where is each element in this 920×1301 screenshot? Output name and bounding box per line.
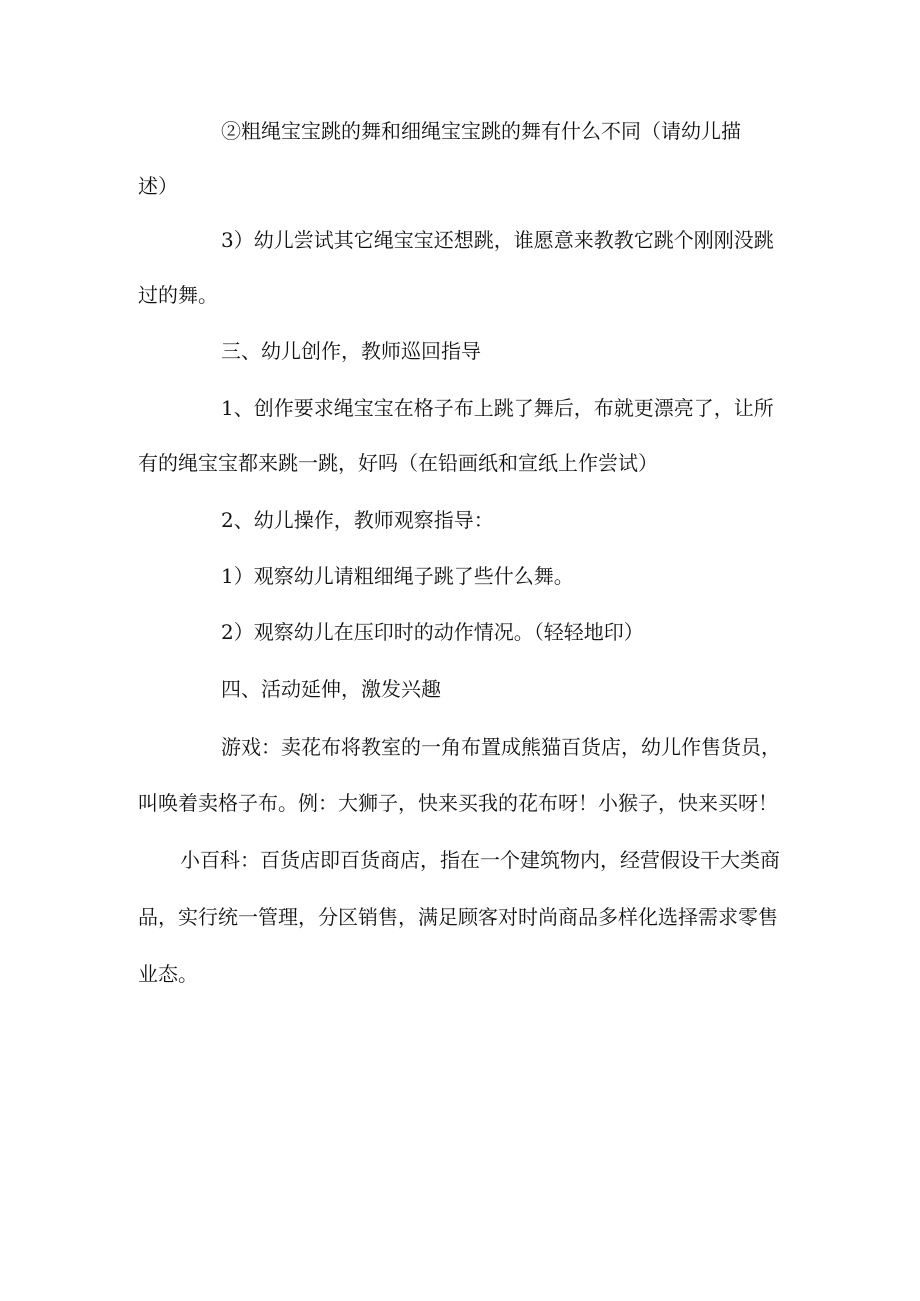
paragraph-line: 小百科：百货店即百货商店，指在一个建筑物内，经营假设干大类商 [180,848,780,872]
paragraph-line: 品，实行统一管理，分区销售，满足顾客对时尚商品多样化选择需求零售 [138,905,778,929]
paragraph-line: 业态。 [138,962,198,986]
paragraph-line: 有的绳宝宝都来跳一跳，好吗（在铅画纸和宣纸上作尝试） [138,451,658,475]
paragraph-line: 过的舞。 [138,283,218,307]
paragraph-line: 1、创作要求绳宝宝在格子布上跳了舞后，布就更漂亮了，让所 [221,396,774,420]
paragraph-line: 游戏：卖花布将教室的一角布置成熊猫百货店，幼儿作售货员， [221,735,781,759]
paragraph-line: 述） [138,174,178,198]
paragraph-line: 2、幼儿操作，教师观察指导： [221,508,494,532]
paragraph-line: 叫唤着卖格子布。例：大狮子，快来买我的花布呀！小猴子，快来买呀！ [138,791,778,815]
paragraph-line: ②粗绳宝宝跳的舞和细绳宝宝跳的舞有什么不同（请幼儿描 [221,119,741,143]
section-heading: 三、幼儿创作，教师巡回指导 [221,339,481,363]
paragraph-line: 3）幼儿尝试其它绳宝宝还想跳，谁愿意来教教它跳个刚刚没跳 [221,228,774,252]
paragraph-line: 2）观察幼儿在压印时的动作情况。（轻轻地印） [221,620,644,644]
paragraph-line: 1）观察幼儿请粗细绳子跳了些什么舞。 [221,564,574,588]
section-heading: 四、活动延伸，激发兴趣 [221,677,441,701]
